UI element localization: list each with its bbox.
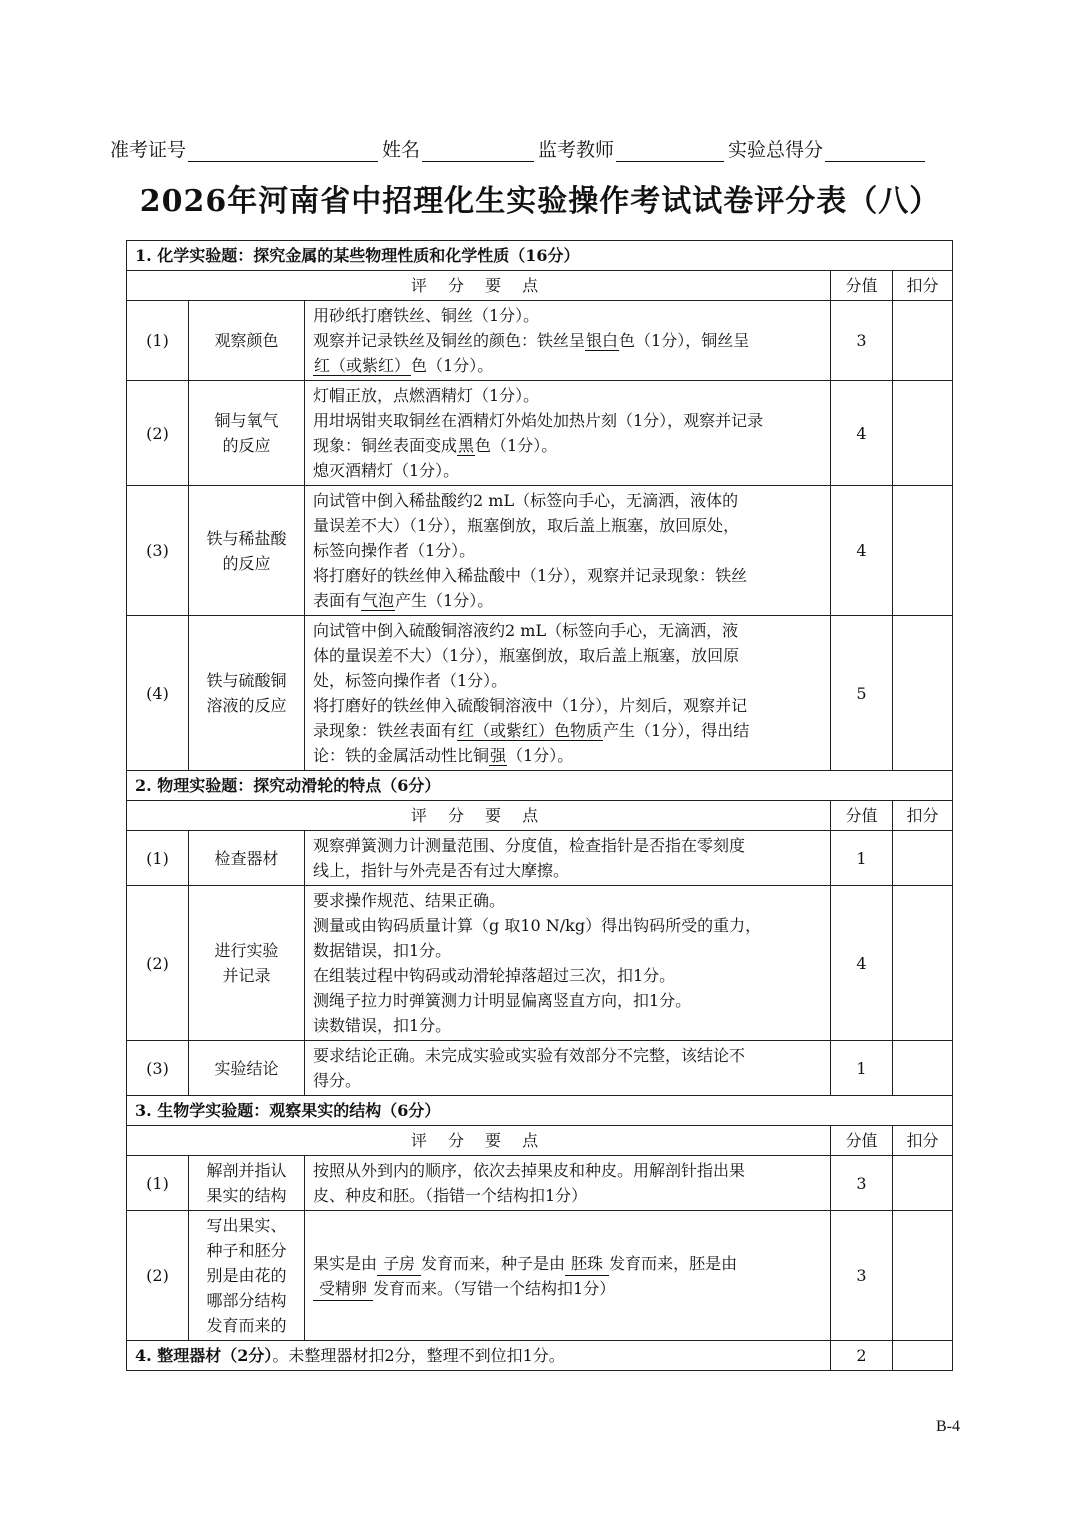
item-name: 解剖并指认 果实的结构 [189, 1156, 305, 1211]
item-number: (2) [127, 381, 189, 486]
table-row [127, 886, 953, 1041]
deduct-cell[interactable] [893, 1211, 953, 1341]
name-field[interactable] [422, 139, 534, 162]
table-row [127, 1041, 953, 1096]
page-title: 2026年河南省中招理化生实验操作考试试卷评分表（八） [139, 184, 941, 219]
total-score-field[interactable] [825, 139, 925, 162]
criteria-text: 观察弹簧测力计测量范围、分度值，检查指针是否指在零刻度 线上，指针与外壳是否有过大摩擦。 [305, 831, 831, 886]
score-value: 3 [831, 1211, 893, 1341]
item-name: 铁与稀盐酸 的反应 [189, 486, 305, 616]
score-value: 4 [831, 486, 893, 616]
score-value: 4 [831, 381, 893, 486]
criteria-text: 要求操作规范、结果正确。 测量或由钩码质量计算（g 取10 N/kg）得出钩码所受的重力， 数据错误，扣1分。 在组装过程中钩码或动滑轮掉落超过三次，扣1分。 测绳子拉力时弹簧测力计明显偏离竖直方向，扣1分。 读数错误，扣1分。 [305, 886, 831, 1041]
score-header: 分值 [831, 801, 893, 831]
total-score-label: 实验总得分 [728, 139, 824, 161]
section-2-header-row [127, 801, 953, 831]
deduct-cell[interactable] [893, 616, 953, 771]
section-4-row [127, 1341, 953, 1371]
score-value: 4 [831, 886, 893, 1041]
score-value: 3 [831, 1156, 893, 1211]
deduct-header: 扣分 [893, 271, 953, 301]
table-row [127, 381, 953, 486]
section-4-title: 4. 整理器材（2分）。未整理器材扣2分，整理不到位扣1分。 [127, 1341, 831, 1371]
item-number: (2) [127, 886, 189, 1041]
item-number: (1) [127, 301, 189, 381]
criteria-header: 评 分 要 点 [127, 801, 831, 831]
item-number: (3) [127, 1041, 189, 1096]
criteria-text: 向试管中倒入硫酸铜溶液约2 mL（标签向手心，无滴洒，液 体的量误差不大）（1分），瓶塞倒放，取后盖上瓶塞，放回原 处，标签向操作者（1分）。 将打磨好的铁丝伸入硫酸铜溶液中（1分），片刻后，观察并记 录现象：铁丝表面有红（或紫红）色物质产生（1分），得出结 论：铁的金属活动性比铜强（1分）。 [305, 616, 831, 771]
exam-id-field[interactable] [188, 139, 378, 162]
score-value: 5 [831, 616, 893, 771]
criteria-text: 按照从外到内的顺序，依次去掉果皮和种皮。用解剖针指出果 皮、种皮和胚。（指错一个结构扣1分） [305, 1156, 831, 1211]
criteria-text: 果实是由 子房 发育而来，种子是由 胚珠 发育而来，胚是由 受精卵 发育而来。（写错一个结构扣1分） [305, 1211, 831, 1341]
item-number: (2) [127, 1211, 189, 1341]
section-2-title: 2. 物理实验题：探究动滑轮的特点（6分） [127, 771, 953, 801]
table-row [127, 1211, 953, 1341]
item-name: 观察颜色 [189, 301, 305, 381]
item-name: 铜与氧气 的反应 [189, 381, 305, 486]
deduct-header: 扣分 [893, 1126, 953, 1156]
table-row [127, 831, 953, 886]
criteria-text: 灯帽正放，点燃酒精灯（1分）。 用坩埚钳夹取铜丝在酒精灯外焰处加热片刻（1分），观察并记录 现象：铜丝表面变成黑色（1分）。 熄灭酒精灯（1分）。 [305, 381, 831, 486]
section-3-title: 3. 生物学实验题：观察果实的结构（6分） [127, 1096, 953, 1126]
answer-blank: 受精卵 [313, 1278, 373, 1301]
item-number: (1) [127, 831, 189, 886]
exam-id-label: 准考证号 [110, 139, 187, 161]
score-header: 分值 [831, 1126, 893, 1156]
scoring-table [126, 240, 953, 1371]
deduct-cell[interactable] [893, 381, 953, 486]
deduct-cell[interactable] [893, 486, 953, 616]
section-3-header-row [127, 1126, 953, 1156]
answer-blank: 子房 [377, 1253, 421, 1276]
section-1-title: 1. 化学实验题：探究金属的某些物理性质和化学性质（16分） [127, 241, 953, 271]
deduct-cell[interactable] [893, 301, 953, 381]
deduct-cell[interactable] [893, 831, 953, 886]
answer-blank: 胚珠 [565, 1253, 609, 1276]
item-number: (1) [127, 1156, 189, 1211]
table-row [127, 486, 953, 616]
deduct-cell[interactable] [893, 886, 953, 1041]
item-number: (3) [127, 486, 189, 616]
score-header: 分值 [831, 271, 893, 301]
score-value: 2 [831, 1341, 893, 1371]
table-row [127, 1156, 953, 1211]
proctor-field[interactable] [616, 139, 724, 162]
item-name: 写出果实、 种子和胚分 别是由花的 哪部分结构 发育而来的 [189, 1211, 305, 1341]
score-value: 1 [831, 831, 893, 886]
deduct-header: 扣分 [893, 801, 953, 831]
proctor-label: 监考教师 [538, 139, 615, 161]
page-number: B-4 [936, 1418, 960, 1435]
item-name: 检查器材 [189, 831, 305, 886]
criteria-header: 评 分 要 点 [127, 271, 831, 301]
table-row [127, 616, 953, 771]
deduct-cell[interactable] [893, 1156, 953, 1211]
item-name: 实验结论 [189, 1041, 305, 1096]
table-row [127, 301, 953, 381]
deduct-cell[interactable] [893, 1041, 953, 1096]
name-label: 姓名 [382, 139, 421, 161]
exam-header-line [110, 130, 980, 162]
item-name: 铁与硫酸铜 溶液的反应 [189, 616, 305, 771]
criteria-text: 用砂纸打磨铁丝、铜丝（1分）。 观察并记录铁丝及铜丝的颜色：铁丝呈银白色（1分），铜丝呈 红（或紫红）色（1分）。 [305, 301, 831, 381]
score-value: 3 [831, 301, 893, 381]
score-value: 1 [831, 1041, 893, 1096]
item-number: (4) [127, 616, 189, 771]
section-1-header-row [127, 271, 953, 301]
criteria-text: 向试管中倒入稀盐酸约2 mL（标签向手心，无滴洒，液体的 量误差不大）（1分），瓶塞倒放，取后盖上瓶塞，放回原处， 标签向操作者（1分）。 将打磨好的铁丝伸入稀盐酸中（1分），观察并记录现象：铁丝 表面有气泡产生（1分）。 [305, 486, 831, 616]
item-name: 进行实验 并记录 [189, 886, 305, 1041]
criteria-header: 评 分 要 点 [127, 1126, 831, 1156]
deduct-cell[interactable] [893, 1341, 953, 1371]
criteria-text: 要求结论正确。未完成实验或实验有效部分不完整，该结论不 得分。 [305, 1041, 831, 1096]
